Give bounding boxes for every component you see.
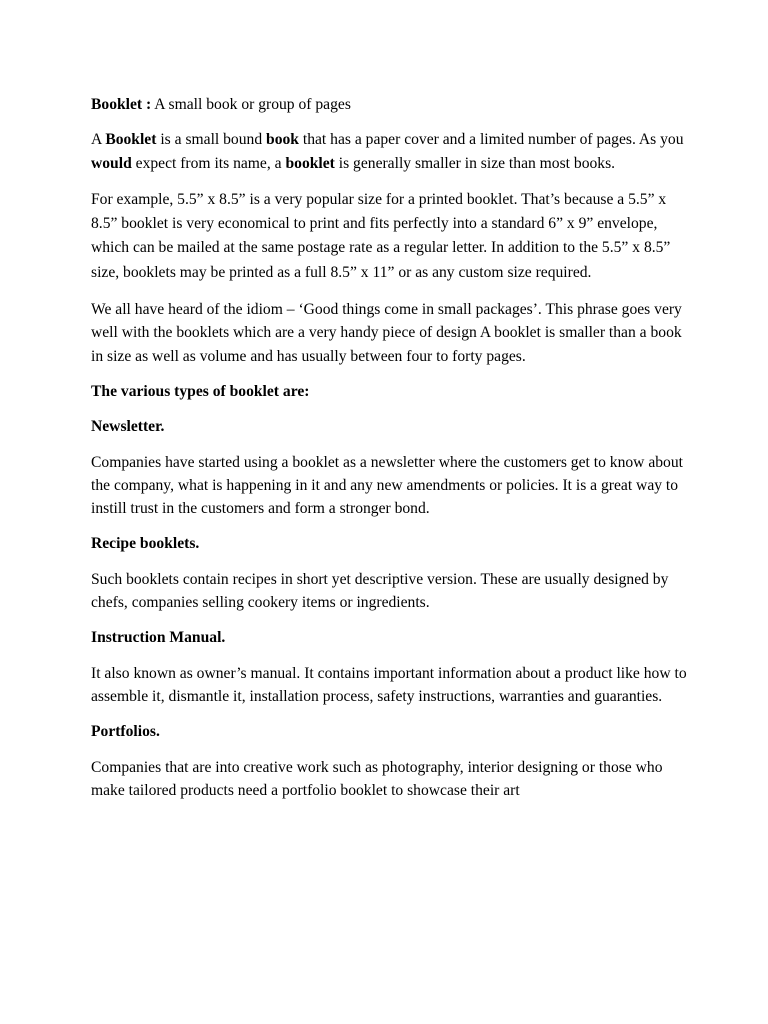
- intro-text: is a small bound: [156, 131, 267, 149]
- intro-bold: would: [91, 154, 132, 172]
- intro-bold: booklet: [285, 154, 335, 172]
- idiom-paragraph: We all have heard of the idiom – ‘Good things come in small packages’. This phrase goes very well with the booklets which are a very handy piece of design A booklet is smaller than a book in size as well as volume and has usually between four to forty pages.: [91, 301, 682, 365]
- intro-text: expect from its name, a: [131, 154, 286, 172]
- definition-line: [91, 93, 688, 116]
- intro-bold: Booklet: [105, 131, 157, 149]
- section-body-newsletter: Companies have started using a booklet as a newsletter where the customers get to know about the company, what is happening in it and any new amendments or policies. It is a great way to instill trust in the customers and form a stronger bond.: [91, 453, 683, 518]
- intro-text: that has a paper cover and a limited number of pages. As you: [298, 131, 684, 149]
- section-body-instruction-manual: It also known as owner’s manual. It contains important information about a product like how to assemble it, dismantle it, installation process, safety instructions, warranties and guaranties.: [91, 664, 687, 705]
- intro-paragraph: [91, 128, 688, 175]
- definition-text: A small book or group of pages: [151, 96, 351, 113]
- section-heading-portfolios: [91, 720, 688, 743]
- section-body-portfolios: Companies that are into creative work such as photography, interior designing or those who make tailored products need a portfolio booklet to showcase their art: [91, 758, 663, 799]
- section-heading-newsletter: [91, 415, 688, 438]
- section-heading-text: Newsletter.: [91, 418, 165, 436]
- definition-term: Booklet :: [91, 96, 152, 113]
- section-heading-instruction-manual: [91, 626, 688, 649]
- types-heading: [91, 380, 688, 403]
- section-heading-recipe: [91, 532, 688, 555]
- intro-text: is generally smaller in size than most books.: [334, 154, 616, 172]
- types-heading-text: The various types of booklet are:: [91, 382, 310, 400]
- intro-text: A: [91, 131, 106, 149]
- section-heading-text: Portfolios.: [91, 723, 160, 741]
- intro-bold: book: [266, 131, 299, 149]
- example-paragraph: For example, 5.5” x 8.5” is a very popular size for a printed booklet. That’s because a 5.5” x 8.5” booklet is very economical to print and fits perfectly into a standard 6” x 9” envelope, which can be mailed at the same postage rate as a regular letter. In addition to the 5.5” x 8.5” size, booklets may be printed as a full 8.5” x 11” or as any custom size required.: [91, 190, 671, 281]
- section-heading-text: Instruction Manual.: [91, 629, 226, 647]
- section-heading-text: Recipe booklets.: [91, 535, 200, 553]
- section-body-recipe: Such booklets contain recipes in short yet descriptive version. These are usually designed by chefs, companies selling cookery items or ingredients.: [91, 570, 669, 612]
